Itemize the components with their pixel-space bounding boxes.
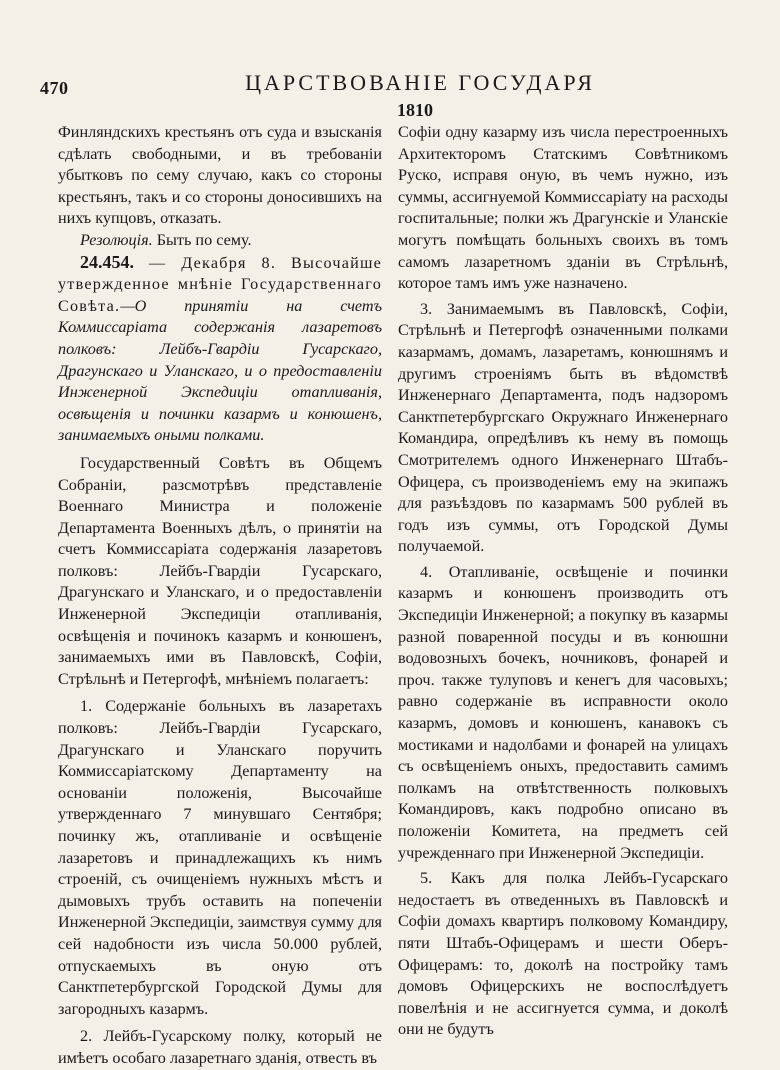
left-column (58, 122, 382, 1070)
paragraph-2-continued: Софіи одну казарму изъ числа перестроенныхъ Архитекторомъ Статскимъ Совѣтникомъ Руско, исправя оную, въ чемъ нужно, изъ суммы, ассигнуемой Коммиссаріату на расходы госпитальные; полки жъ Драгунскіе и Уланскіе могутъ помѣщать больныхъ своихъ въ томъ самомъ лазаретномъ зданіи въ Стрѣльнѣ, которое тамъ имъ уже назначено. (398, 123, 728, 293)
column-divider (389, 122, 390, 977)
year-heading: 1810 (397, 100, 433, 120)
paragraph-3: 3. Занимаемымъ въ Павловскѣ, Софіи, Стрѣльнѣ и Петергофѣ означенными полками казармамъ, домамъ, лазаретамъ, конюшнямъ и другимъ строеніямъ быть въ вѣдомствѣ Инженернаго Департамента, подъ надзоромъ Санктпетербургскаго Окружнаго Инженернаго Командира, опредѣливъ къ нему въ помощь Смотрителемъ одного Инженернаго Штабъ-Офицера, съ производеніемъ ему на экипажъ для разъѣздовъ по казармамъ 500 рублей въ годъ изъ суммы, отъ Городской Думы получаемой. (398, 299, 728, 556)
page-number: 470 (40, 78, 69, 98)
continued-paragraph: Финляндскихъ крестьянъ отъ суда и взысканія сдѣлать свободными, и въ требованіи убытковъ по сему случаю, какъ со стороны крестьянъ, такъ и со стороны доносившихъ на нихъ купцовъ, отказать. (58, 123, 382, 228)
paragraph-1: 1. Содержаніе больныхъ въ лазаретахъ полковъ: Лейбъ-Гвардіи Гусарскаго, Драгунскаго и Уланскаго поручить Коммиссаріатскому Департаменту на основаніи положенія, Высочайше утвержденнаго 7 минувшаго Сентября; починку жъ, отапливаніе и освѣщеніе лазаретовъ и принадлежащихъ къ нимъ строеній, съ очищеніемъ нужныхъ мѣстъ и дымовыхъ трубъ оставить на попеченіи Инженерной Экспедиціи, заимствуя сумму для сей надобности изъ числа 50.000 рублей, отпускаемыхъ въ оную отъ Санктпетербургской Городской Думы для загородныхъ казармъ. (58, 697, 382, 1018)
right-column (398, 122, 728, 1041)
entry-number: 24.454. (80, 251, 134, 272)
resolution-line (58, 230, 382, 252)
entry-head-italic: —О принятіи на счетъ Коммиссаріата содержанія лазаретовъ полковъ: Лейбъ-Гвардіи Гусарскаго, Драгунскаго и Уланскаго, и о предоставленіи Инженерной Экспедиціи отапливанія, освѣщенія и починки казармъ и конюшенъ, занимаемыхъ оными полками. (58, 296, 382, 445)
resolution-text: Быть по сему. (152, 230, 252, 249)
paragraph-4: 4. Отапливаніе, освѣщеніе и починки казармъ и конюшенъ производить отъ Экспедиціи Инженерной; а покупку въ казармы разной поваренной посуды и въ конюшни водовозныхъ бочекъ, ночниковъ, фонарей и проч. также тулуповъ и кенегъ для часовыхъ; равно содержаніе въ исправности около казармъ, домовъ и конюшенъ, канавокъ съ мостиками и надолбами и фонарей на улицахъ съ освѣщеніемъ оныхъ, предоставить самимъ полкамъ на отвѣтственность полковыхъ Командировъ, какъ подробно описано въ положеніи Комитета, на предметъ сей учрежденнаго при Инженерной Экспедиціи. (398, 562, 728, 862)
running-title: ЦАРСТВОВАНІЕ ГОСУДАРЯ (245, 70, 595, 95)
paragraph-5: 5. Какъ для полка Лейбъ-Гусарскаго недостаетъ въ отведенныхъ въ Павловскѣ и Софіи домахъ квартиръ полковому Командиру, пяти Штабъ-Офицерамъ и шести Оберъ-Офицерамъ: то, доколѣ на постройку тамъ домовъ Офицерскихъ не воспослѣдуетъ повелѣнія и не ассигнуется сумма, и доколѣ они не будутъ (398, 869, 728, 1039)
entry-heading (58, 252, 382, 447)
paragraph-2-start: 2. Лейбъ-Гусарскому полку, который не имѣетъ особаго лазаретнаго зданія, отвесть въ (58, 1027, 382, 1067)
council-paragraph: Государственный Совѣтъ въ Общемъ Собраніи, разсмотрѣвъ представленіе Военнаго Министра и положеніе Департамента Военныхъ дѣлъ, о принятіи на счетъ Коммиссаріата содержанія лазаретовъ полковъ: Лейбъ-Гвардіи Гусарскаго, Драгунскаго и Уланскаго, и о предоставленіи Инженерной Экспедиціи отапливанія, освѣщенія и починокъ казармъ и конюшенъ, занимаемыхъ ими въ Павловскѣ, Софіи, Стрѣльнѣ и Петергофѣ, мнѣніемъ полагаетъ: (58, 453, 382, 688)
entry-head-normal: — Декабря 8. Высочайше утвержденное мнѣніе Государственнаго Совѣта. (58, 253, 382, 315)
resolution-label: Резолюція. (80, 230, 153, 249)
